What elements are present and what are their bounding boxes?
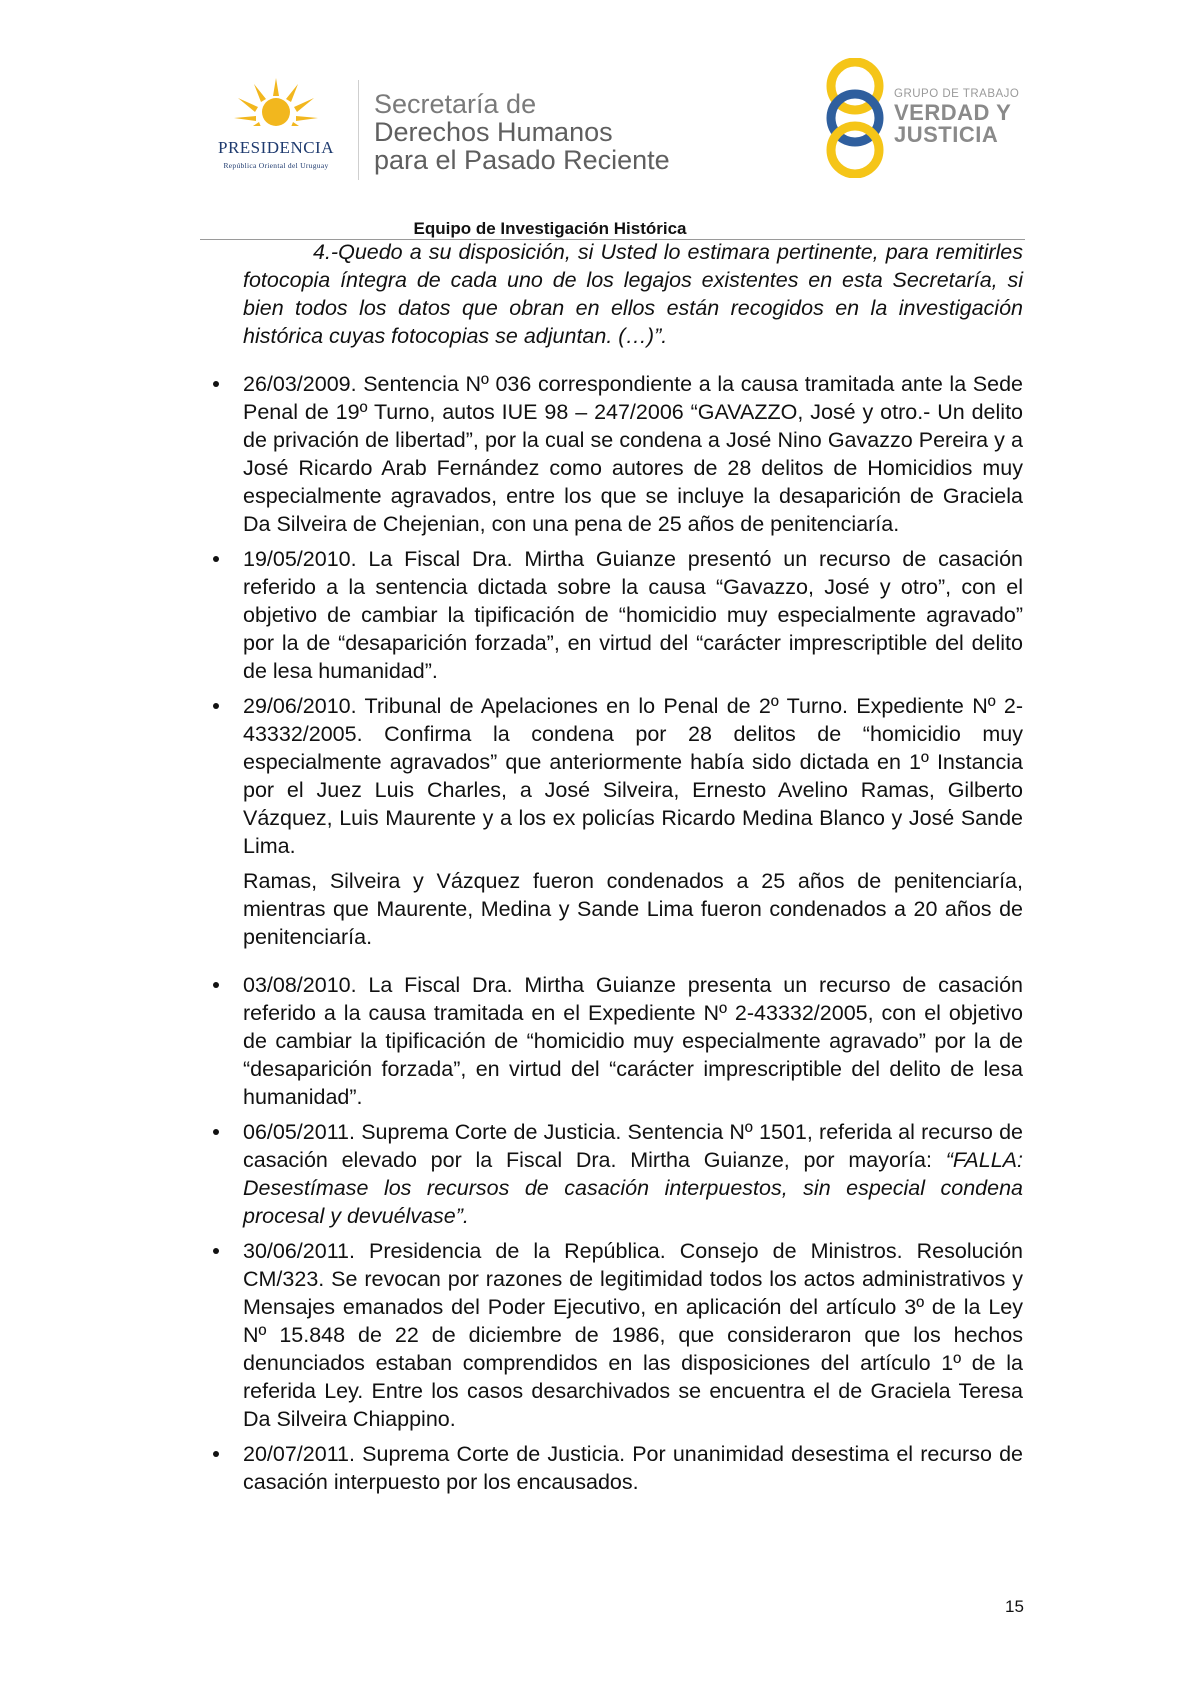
presidencia-name: PRESIDENCIA [217,138,334,157]
page-number: 15 [1005,1597,1024,1616]
verdad-justicia-logo [820,58,1030,178]
quote-paragraph: 4.-Quedo a su disposición, si Usted lo estimara pertinente, para remitirles fotocopia íntegra de cada uno de los legajos existentes en esta Secretaría, si bien todos los datos que obran en ellos están recogidos en la investigación histórica cuyas fotocopias se adjuntan. (…)”. [243,240,1023,348]
list-item-text: 30/06/2011. Presidencia de la República. Consejo de Ministros. Resolución CM/323. Se revocan por razones de legitimidad todos los actos administrativos y Mensajes emanados del Poder Ejecutivo, en aplicación del artículo 3º de la Ley Nº 15.848 de 22 de diciembre de 1986, que consideraron que los hechos denunciados estaban comprendidos en las disposiciones del artículo 1º de la referida Ley. Entre los casos desarchivados se encuentra el de Graciela Teresa Da Silveira Chiappino. [243,1239,1023,1431]
bullet-icon [213,703,219,709]
team-title: Equipo de Investigación Histórica [413,219,687,238]
bullet-icon [213,556,219,562]
list-item [243,1237,1023,1433]
grupo-label: GRUPO DE TRABAJO [894,88,1020,100]
header-divider [358,80,359,180]
presidencia-subtitle: República Oriental del Uruguay [223,161,329,170]
page-header [0,0,1190,238]
presidencia-logo [196,78,356,178]
list-item-text: 19/05/2010. La Fiscal Dra. Mirtha Guianze presentó un recurso de casación referido a la sentencia dictada sobre la causa “Gavazzo, José y otro”, con el objetivo de cambiar la tipificación de “homicidio muy especialmente agravado” por la de “desaparición forzada”, en virtud del “carácter imprescriptible del delito de lesa humanidad”. [243,547,1023,683]
list-item [243,1440,1023,1496]
continuation-paragraph: Ramas, Silveira y Vázquez fueron condenados a 25 años de penitenciaría, mientras que Maurente, Medina y Sande Lima fueron condenados a 20 años de penitenciaría. [243,869,1023,949]
bullet-icon [213,982,219,988]
verdad-line: VERDAD Y [894,100,1012,125]
rings-icon [820,58,890,178]
list-item-italic-text: “FALLA: Desestímase los recursos de casación interpuestos, sin especial condena procesal y devuélvase”. [243,1148,1023,1228]
bullet-icon [213,1451,219,1457]
sun-icon [234,78,318,138]
secretaria-title [374,90,670,174]
verdad-justicia-title [894,102,1011,146]
secretaria-line2: Derechos Humanos [374,117,613,147]
document-body [243,238,1023,1496]
bullet-icon [213,1129,219,1135]
list-item-text: 03/08/2010. La Fiscal Dra. Mirtha Guianze presenta un recurso de casación referido a la causa tramitada en el Expediente Nº 2-43332/2005, con el objetivo de cambiar la tipificación de “homicidio muy especialmente agravado” por la de “desaparición forzada”, en virtud del “carácter imprescriptible del delito de lesa humanidad”. [243,973,1023,1109]
list-item [243,545,1023,685]
list-item [243,692,1023,860]
bullet-icon [213,381,219,387]
secretaria-line1: Secretaría de [374,89,537,119]
list-item [243,1118,1023,1230]
list-item-text: 26/03/2009. Sentencia Nº 036 correspondiente a la causa tramitada ante la Sede Penal de 19º Turno, autos IUE 98 – 247/2006 “GAVAZZO, José y otro.- Un delito de privación de libertad”, por la cual se condena a José Nino Gavazzo Pereira y a José Ricardo Arab Fernández como autores de 28 delitos de Homicidios muy especialmente agravados, entre los que se incluye la desaparición de Graciela Da Silveira de Chejenian, con una pena de 25 años de penitenciaría. [243,372,1023,536]
list-item [243,971,1023,1111]
list-item-text: 29/06/2010. Tribunal de Apelaciones en lo Penal de 2º Turno. Expediente Nº 2-43332/2005. Confirma la condena por 28 delitos de “homicidio muy especialmente agravados” que anteriormente había sido dictada en 1º Instancia por el Juez Luis Charles, a José Silveira, Ernesto Avelino Ramas, Gilberto Vázquez, Luis Maurente y a los ex policías Ricardo Medina Blanco y José Sande Lima. [243,694,1023,858]
list-item-text: 06/05/2011. Suprema Corte de Justicia. Sentencia Nº 1501, referida al recurso de casación elevado por la Fiscal Dra. Mirtha Guianze, por mayoría: [243,1120,1023,1172]
bullet-icon [213,1248,219,1254]
list-item-text: 20/07/2011. Suprema Corte de Justicia. Por unanimidad desestima el recurso de casación interpuesto por los encausados. [243,1442,1023,1494]
secretaria-line3: para el Pasado Reciente [374,145,670,175]
justicia-line: JUSTICIA [894,122,999,147]
list-item [243,370,1023,538]
